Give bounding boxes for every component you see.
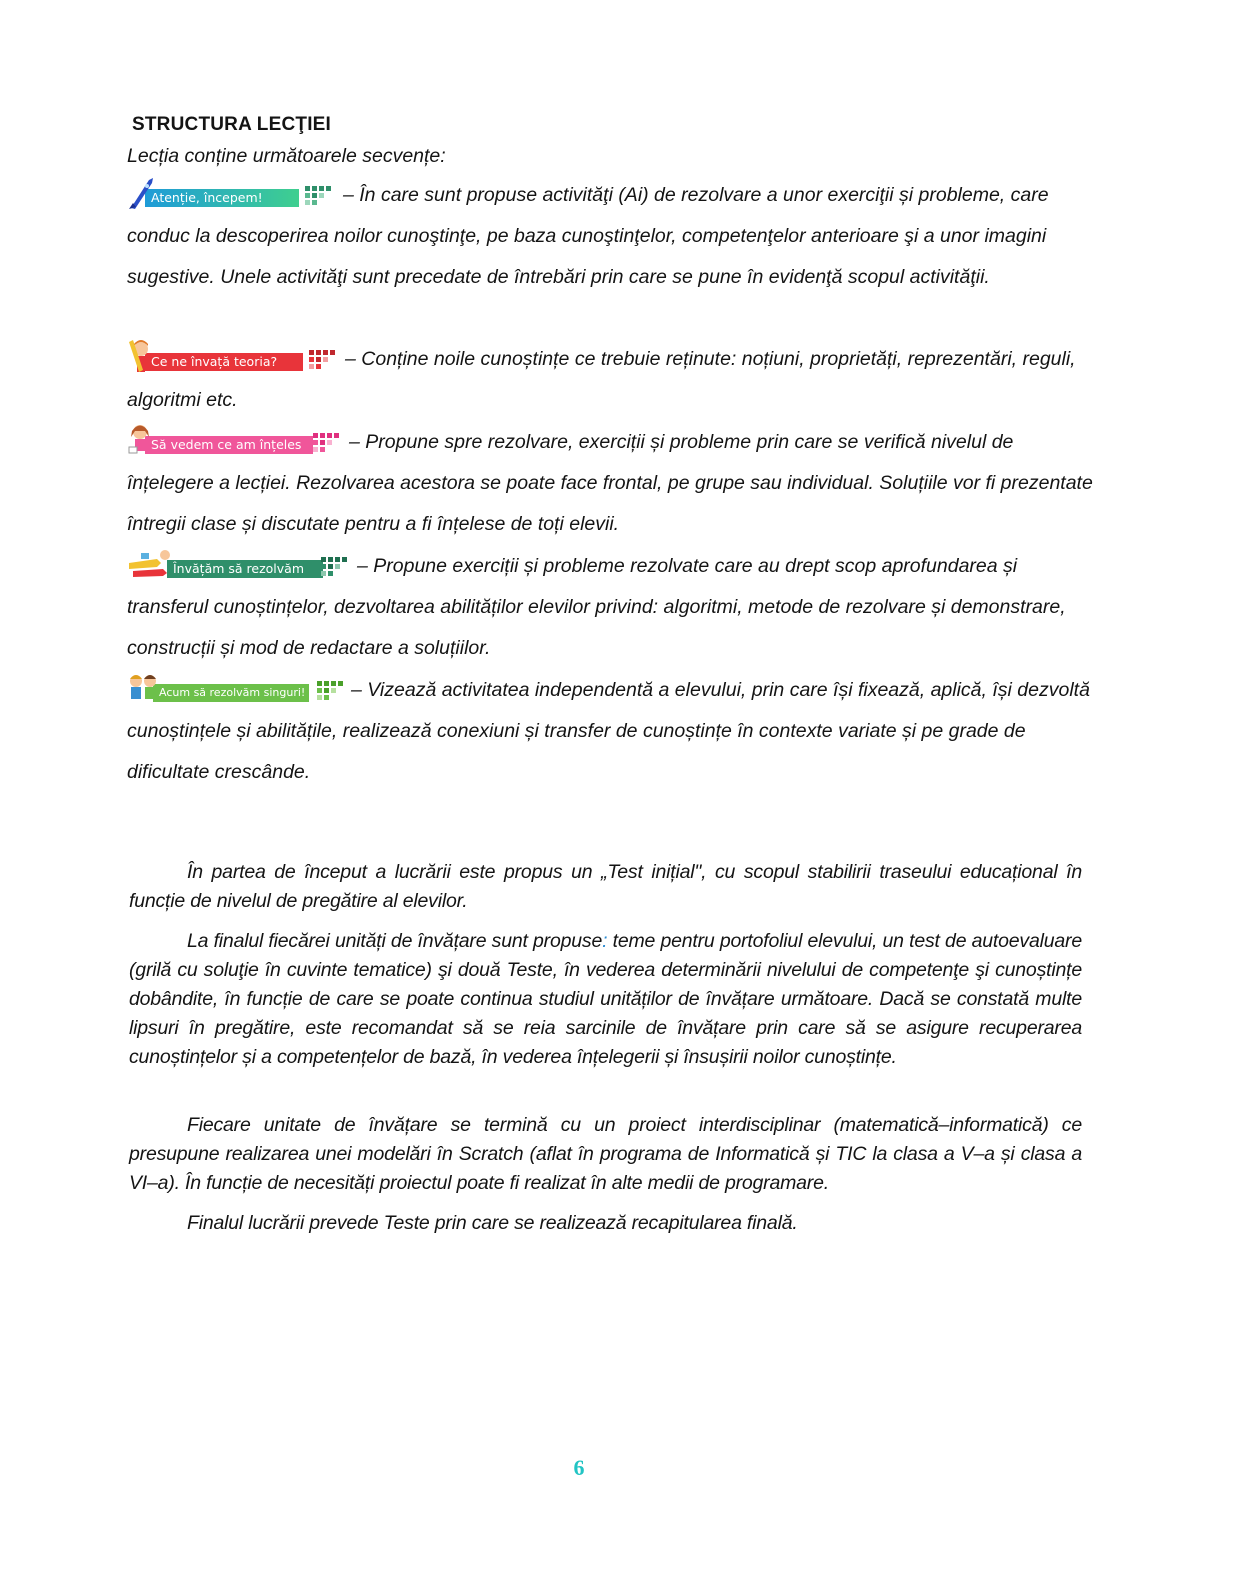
girl-icon — [127, 423, 155, 457]
section-text: – Propune spre rezolvare, exerciții și probleme prin care se verifică nivelul de înțelegere a lecției. Rezolvarea acestora se poate face frontal, pe grupe sau individual. Soluțiile vor fi prezentate întregii clase și discutate pentru a fi înțelese de toți elevii. — [127, 431, 1093, 535]
section-text: – În care sunt propuse activităţi (Ai) de rezolvare a unor exerciţii și probleme, care conduc la descoperirea noilor cunoştinţe, pe baza cunoştinţelor, competenţelor anterioare şi a unor imagini sugestive. Unele activităţi sunt precedate de întrebări prin care se pune în evidenţă scopul activităţii. — [127, 184, 1049, 288]
paragraph-text: La finalul fiecărei unități de învățare sunt propuse — [187, 930, 603, 952]
squares-pattern-icon — [321, 557, 351, 579]
pencils-icon — [127, 547, 175, 581]
paragraph-final-lucrare: Finalul lucrării prevede Teste prin care se realizează recapitularea finală. — [187, 1212, 798, 1234]
page-number: 6 — [573, 1455, 585, 1480]
squares-pattern-icon — [309, 350, 339, 372]
section-text: – Conține noile cunoștințe ce trebuie reținute: noțiuni, proprietăți, reprezentări, reguli, algoritmi etc. — [127, 348, 1076, 411]
kids-icon — [127, 671, 161, 705]
section-rezolvam — [127, 546, 1102, 669]
squares-pattern-icon — [313, 433, 343, 455]
squares-pattern-icon — [305, 186, 335, 208]
section-atentie — [127, 175, 1102, 298]
badge-label: Acum să rezolvăm singuri! — [153, 684, 309, 702]
badge-label: Atenție, începem! — [145, 189, 299, 207]
section-singuri — [127, 670, 1102, 793]
colon-mark: : — [602, 930, 608, 952]
page-title: STRUCTURA LECŢIEI — [132, 114, 332, 135]
section-teoria — [127, 339, 1102, 421]
paragraph-proiect: Fiecare unitate de învățare se termină cu un proiect interdisciplinar (matematică–informatică) ce presupune realizarea unei modelări în Scratch (aflat în programa de Informatică și TIC la clasa a V–a și clasa a VI–a). În funcție de necesități proiectul poate fi realizat în alte medii de programare. — [129, 1114, 1082, 1194]
paragraph-text: teme pentru portofoliul elevului, un test de autoevaluare (grilă cu soluţie în cuvinte tematice) şi două Teste, în vederea determinării nivelului de competenţe şi cunoștințe dobândite, în funcție de care se poate continua studiul unităților de învățare următoare. Dacă se constată multe lipsuri în pregătire, este recomandat să se reia sarcinile de învățare prin care să se asigure recuperarea cunoștințelor și a competențelor de bază, în vederea înțelegerii și însușirii noilor cunoștințe. — [129, 930, 1082, 1068]
paragraph-final-unitate — [129, 927, 1082, 1072]
badge-label: Să vedem ce am înțeles — [145, 436, 313, 454]
badge-label: Ce ne învață teoria? — [145, 353, 303, 371]
badge-inteles — [127, 431, 343, 455]
badge-singuri — [127, 679, 345, 703]
paragraph-test-initial: În partea de început a lucrării este propus un „Test inițial", cu scopul stabilirii traseului educațional în funcție de nivelul de pregătire al elevilor. — [129, 861, 1082, 912]
section-inteles — [127, 422, 1102, 545]
badge-teoria — [127, 348, 339, 372]
intro-text: Lecția conține următoarele secvențe: — [127, 145, 446, 167]
section-text: – Propune exerciții și probleme rezolvate care au drept scop aprofundarea și transferul cunoștințelor, dezvoltarea abilităților elevilor privind: algoritmi, metode de rezolvare și demonstrare, construcții și mod de redactare a soluțiilor. — [127, 555, 1066, 659]
rocket-icon — [127, 176, 155, 210]
pencil-girl-icon — [127, 340, 155, 374]
badge-label: Învățăm să rezolvăm — [167, 560, 323, 578]
badge-rezolvam — [127, 555, 351, 579]
section-text: – Vizează activitatea independentă a elevului, prin care își fixează, aplică, își dezvoltă cunoștințele și abilitățile, realizează conexiuni și transfer de cunoștințe în contexte variate și pe grade de dificultate crescânde. — [127, 679, 1090, 783]
squares-pattern-icon — [317, 681, 347, 703]
badge-atentie — [127, 184, 337, 208]
